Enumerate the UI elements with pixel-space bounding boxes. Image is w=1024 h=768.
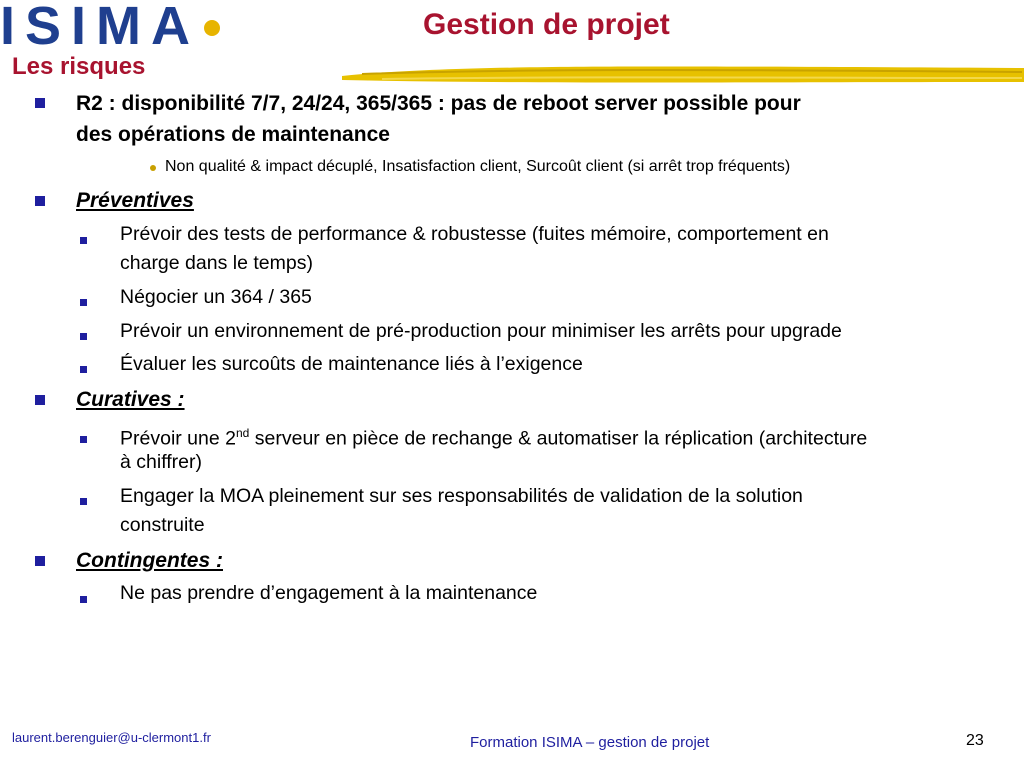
logo-text: ISIMA [0,0,201,48]
footer-course-title: Formation ISIMA – gestion de projet [470,734,710,751]
bullet-small-square-icon [80,498,87,505]
page-title: Gestion de projet [423,8,670,41]
curatives-heading: Curatives : [76,388,185,411]
r2-line1: R2 : disponibilité 7/7, 24/24, 365/365 : pas de reboot server possible pour [76,92,801,115]
bullet-small-square-icon [80,596,87,603]
curative-item-2-line2: construite [120,514,205,536]
bullet-circle-icon [150,165,156,171]
logo-dot-icon [204,20,220,36]
preventive-item-2: Négocier un 364 / 365 [120,286,312,308]
brush-stroke-decoration [342,60,1024,88]
preventive-item-3: Prévoir un environnement de pré-production pour minimiser les arrêts pour upgrade [120,320,842,342]
preventive-item-1-line1: Prévoir des tests de performance & robustesse (fuites mémoire, comportement en [120,223,829,245]
page-number: 23 [966,732,984,749]
curative-item-2-line1: Engager la MOA pleinement sur ses responsabilités de validation de la solution [120,485,803,507]
contingentes-heading: Contingentes : [76,549,223,572]
bullet-square-icon [35,196,45,206]
contingente-item-1: Ne pas prendre d’engagement à la maintenance [120,582,538,604]
bullet-square-icon [35,556,45,566]
preventive-item-1-line2: charge dans le temps) [120,252,313,274]
footer-email: laurent.berenguier@u-clermont1.fr [12,730,211,745]
preventives-heading: Préventives [76,189,194,212]
curative-item-1-line2: à chiffrer) [120,451,202,473]
r2-line2: des opérations de maintenance [76,123,390,146]
preventive-item-4: Évaluer les surcoûts de maintenance liés à l’exigence [120,353,583,375]
bullet-small-square-icon [80,366,87,373]
bullet-small-square-icon [80,299,87,306]
curative-item-1-line1: Prévoir une 2nd serveur en pièce de rechange & automatiser la réplication (architecture [120,426,868,450]
bullet-square-icon [35,395,45,405]
section-subtitle: Les risques [12,53,146,80]
bullet-small-square-icon [80,237,87,244]
bullet-square-icon [35,98,45,108]
bullet-small-square-icon [80,436,87,443]
r2-sub-item: Non qualité & impact décuplé, Insatisfaction client, Surcoût client (si arrêt trop fréquents) [165,158,791,175]
bullet-small-square-icon [80,333,87,340]
isima-logo [0,0,240,48]
